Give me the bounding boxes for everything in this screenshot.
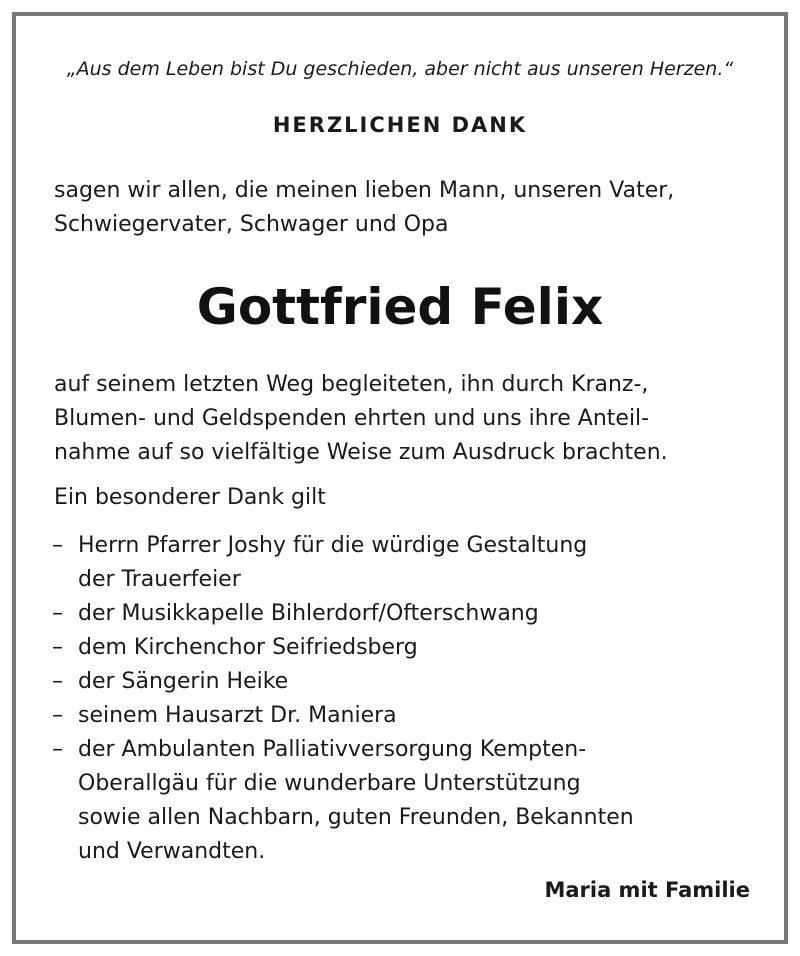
list-item-line: und Verwandten. xyxy=(78,839,266,864)
list-item-line: seinem Hausarzt Dr. Maniera xyxy=(78,703,397,728)
list-item-line: der Trauerfeier xyxy=(78,567,241,592)
list-dash: – xyxy=(52,703,63,728)
list-item-line: der Ambulanten Palliativversorgung Kempten- xyxy=(78,737,587,762)
intro-line: Schwiegervater, Schwager und Opa xyxy=(54,212,449,237)
thanks-intro: Ein besonderer Dank gilt xyxy=(54,485,326,510)
list-item-text xyxy=(78,665,772,699)
list-dash: – xyxy=(52,533,63,558)
motto-quote: „Aus dem Leben bist Du geschieden, aber nicht aus unseren Herzen.“ xyxy=(66,58,734,80)
thanks-list xyxy=(52,529,772,869)
list-item-line: der Sängerin Heike xyxy=(78,669,289,694)
after-line: nahme auf so vielfältige Weise zum Ausdruck brachten. xyxy=(54,440,668,465)
list-item-line: Herrn Pfarrer Joshy für die würdige Gestaltung xyxy=(78,533,588,558)
list-item xyxy=(52,631,772,665)
list-item-text xyxy=(78,631,772,665)
list-item xyxy=(52,699,772,733)
list-item-text xyxy=(78,529,772,597)
list-dash: – xyxy=(52,669,63,694)
list-item-text xyxy=(78,699,772,733)
list-dash: – xyxy=(52,635,63,660)
list-item-line: der Musikkapelle Bihlerdorf/Ofterschwang xyxy=(78,601,539,626)
list-item-line: sowie allen Nachbarn, guten Freunden, Bekannten xyxy=(78,805,634,830)
notice-frame xyxy=(12,12,788,944)
list-dash: – xyxy=(52,601,63,626)
list-item xyxy=(52,665,772,699)
deceased-name: Gottfried Felix xyxy=(196,278,604,336)
after-line: auf seinem letzten Weg begleiteten, ihn durch Kranz-, xyxy=(54,372,649,397)
list-item xyxy=(52,733,772,869)
list-item xyxy=(52,597,772,631)
list-item-text xyxy=(78,733,772,869)
after-line: Blumen- und Geldspenden ehrten und uns ihre Anteil- xyxy=(54,406,650,431)
heading: HERZLICHEN DANK xyxy=(272,113,528,137)
list-dash: – xyxy=(52,737,63,762)
list-item-text xyxy=(78,597,772,631)
after-paragraph xyxy=(54,368,754,470)
list-item xyxy=(52,529,772,597)
list-item-line: dem Kirchenchor Seifriedsberg xyxy=(78,635,418,660)
intro-line: sagen wir allen, die meinen lieben Mann, unseren Vater, xyxy=(54,178,675,203)
list-item-line: Oberallgäu für die wunderbare Unterstützung xyxy=(78,771,581,796)
signature: Maria mit Familie xyxy=(544,878,750,902)
intro-paragraph xyxy=(54,174,754,242)
